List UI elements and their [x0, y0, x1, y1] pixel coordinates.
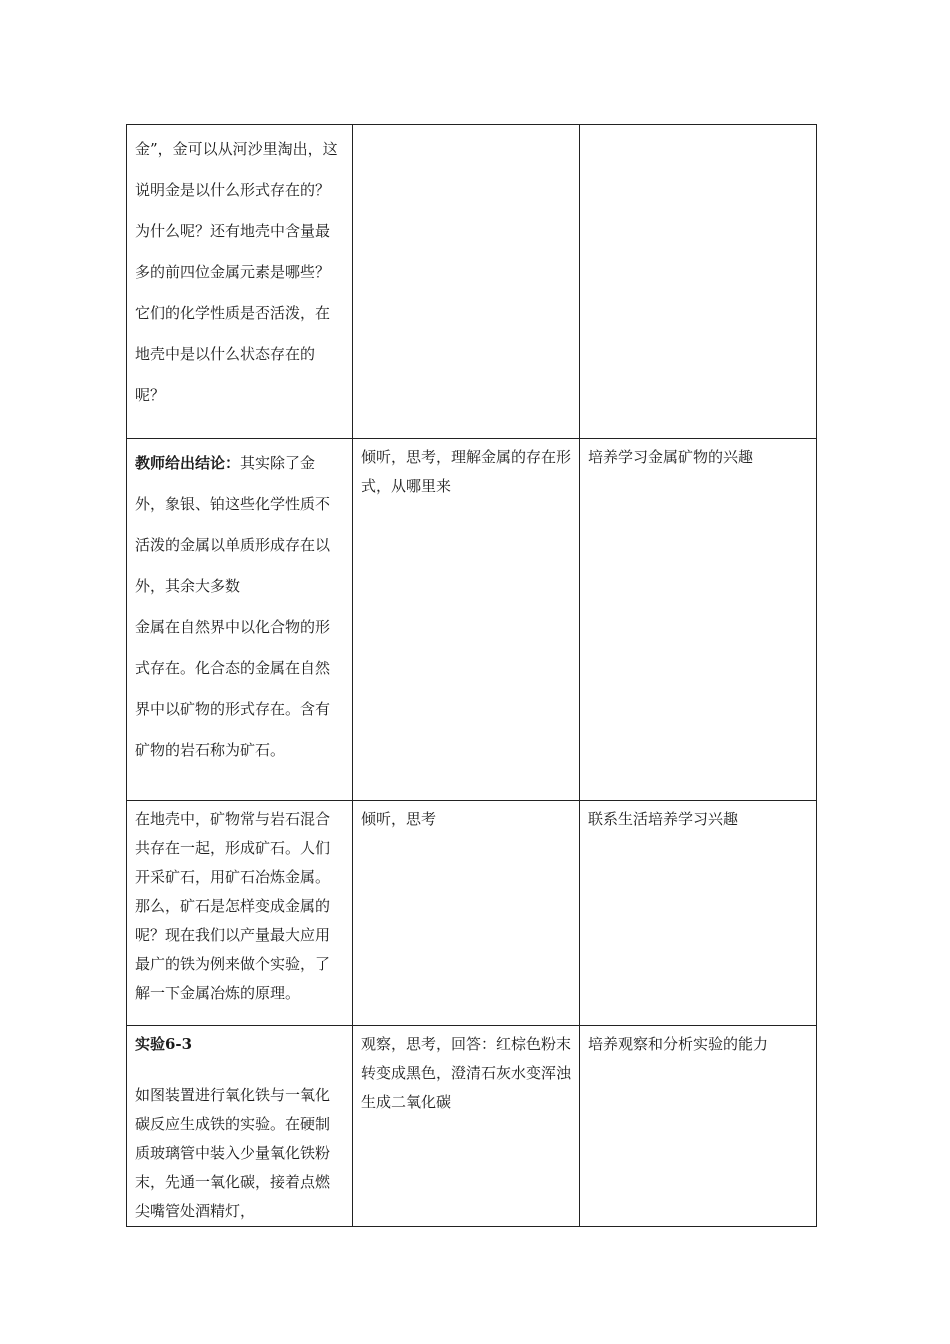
teacher-activity-cell [127, 439, 353, 801]
table-row [127, 801, 817, 1026]
table-row [127, 125, 817, 439]
table-row [127, 1026, 817, 1227]
teacher-activity-cell [127, 125, 353, 439]
student-activity-cell [353, 1026, 580, 1227]
teacher-text: 金”，金可以从河沙里淘出，这说明金是以什么形式存在的？为什么呢？还有地壳中含量最多的前四位金属元素是哪些？它们的化学性质是否活泼，在地壳中是以什么状态存在的呢？ [135, 140, 338, 404]
teacher-text: 金属在自然界中以化合物的形式存在。化合态的金属在自然界中以矿物的形式存在。含有矿物的岩石称为矿石。 [135, 618, 331, 759]
conclusion-label: 教师给出结论： [135, 454, 241, 472]
student-text: 生成二氧化碳 [361, 1093, 452, 1111]
design-intent-cell: 培养学习金属矿物的兴趣 [580, 439, 817, 801]
teacher-activity-cell [127, 1026, 353, 1227]
design-intent-cell: 联系生活培养学习兴趣 [580, 801, 817, 1026]
design-intent-cell: 培养观察和分析实验的能力 [580, 1026, 817, 1227]
teacher-activity-cell: 在地壳中，矿物常与岩石混合共存在一起，形成矿石。人们开采矿石，用矿石冶炼金属。那么，矿石是怎样变成金属的呢？现在我们以产量最大应用最广的铁为例来做个实验，了解一下金属冶炼的原理。 [127, 801, 353, 1026]
teacher-text: 如图装置进行氧化铁与一氧化碳反应生成铁的实验。在硬制质玻璃管中装入少量氧化铁粉末，先通一氧化碳，接着点燃尖嘴管处酒精灯， [135, 1086, 331, 1220]
design-intent-cell [580, 125, 817, 439]
lesson-plan-table [126, 124, 817, 1227]
teacher-text: 其实除了金外，象银、铂这些化学性质不活泼的金属以单质形成存在以外，其余大多数 [135, 454, 331, 595]
table-row [127, 439, 817, 801]
student-activity-cell: 倾听，思考 [353, 801, 580, 1026]
student-activity-cell [353, 125, 580, 439]
student-text: 观察，思考，回答：红棕色粉末转变成黑色，澄清石灰水变浑浊 [361, 1035, 572, 1082]
experiment-label: 实验6-3 [135, 1035, 193, 1053]
student-activity-cell: 倾听，思考，理解金属的存在形式，从哪里来 [353, 439, 580, 801]
